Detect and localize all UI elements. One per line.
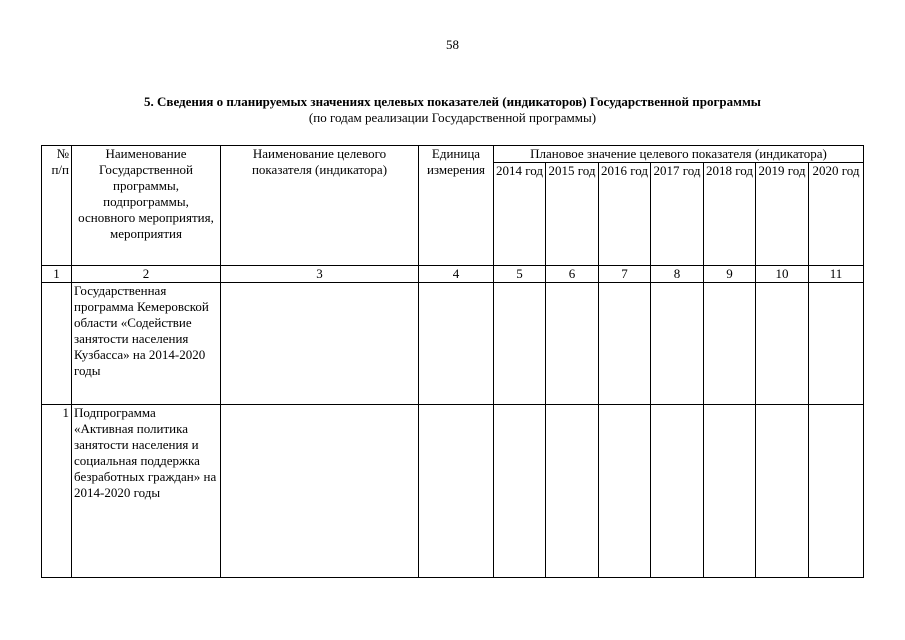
header-year-2019: 2019 год: [756, 163, 809, 266]
header-unit: Единица измерения: [419, 146, 494, 266]
row-value-2018: [704, 405, 756, 578]
row-num: [42, 283, 72, 405]
header-program-name: Наименование Государственной программы, подпрограммы, основного мероприятия, мероприятия: [72, 146, 221, 266]
column-number: 6: [546, 266, 599, 283]
column-number: 2: [72, 266, 221, 283]
table-row: [42, 283, 864, 405]
column-number: 1: [42, 266, 72, 283]
column-number: 8: [651, 266, 704, 283]
header-year-2016: 2016 год: [599, 163, 651, 266]
header-row-1: [42, 146, 864, 163]
row-value-2018: [704, 283, 756, 405]
row-num: 1: [42, 405, 72, 578]
row-value-2020: [809, 405, 864, 578]
row-value-2015: [546, 283, 599, 405]
column-number-row: [42, 266, 864, 283]
header-year-2014: 2014 год: [494, 163, 546, 266]
row-value-2020: [809, 283, 864, 405]
column-number: 4: [419, 266, 494, 283]
row-value-2015: [546, 405, 599, 578]
row-value-2014: [494, 283, 546, 405]
row-value-2019: [756, 405, 809, 578]
header-num: № п/п: [42, 146, 72, 266]
table-row: [42, 405, 864, 578]
header-year-2020: 2020 год: [809, 163, 864, 266]
header-year-2015: 2015 год: [546, 163, 599, 266]
header-year-2018: 2018 год: [704, 163, 756, 266]
page-number: 58: [446, 37, 459, 52]
row-unit: [419, 283, 494, 405]
column-number: 7: [599, 266, 651, 283]
row-unit: [419, 405, 494, 578]
column-number: 9: [704, 266, 756, 283]
row-indicator: [221, 405, 419, 578]
row-name: Подпрограмма «Активная политика занятости населения и социальная поддержка безработных граждан» на 2014-2020 годы: [72, 405, 221, 578]
row-value-2017: [651, 283, 704, 405]
column-number: 10: [756, 266, 809, 283]
row-value-2019: [756, 283, 809, 405]
header-planned-value: Плановое значение целевого показателя (индикатора): [494, 146, 864, 163]
row-value-2014: [494, 405, 546, 578]
column-number: 3: [221, 266, 419, 283]
row-indicator: [221, 283, 419, 405]
row-value-2017: [651, 405, 704, 578]
section-heading: 5. Сведения о планируемых значениях целевых показателей (индикаторов) Государственной программы: [144, 94, 761, 109]
row-value-2016: [599, 283, 651, 405]
row-name: Государственная программа Кемеровской области «Содействие занятости населения Кузбасса» на 2014-2020 годы: [72, 283, 221, 405]
row-value-2016: [599, 405, 651, 578]
indicators-table: [41, 145, 864, 578]
section-subheading: (по годам реализации Государственной программы): [308, 110, 597, 125]
column-number: 11: [809, 266, 864, 283]
header-year-2017: 2017 год: [651, 163, 704, 266]
column-number: 5: [494, 266, 546, 283]
header-indicator-name: Наименование целевого показателя (индикатора): [221, 146, 419, 266]
